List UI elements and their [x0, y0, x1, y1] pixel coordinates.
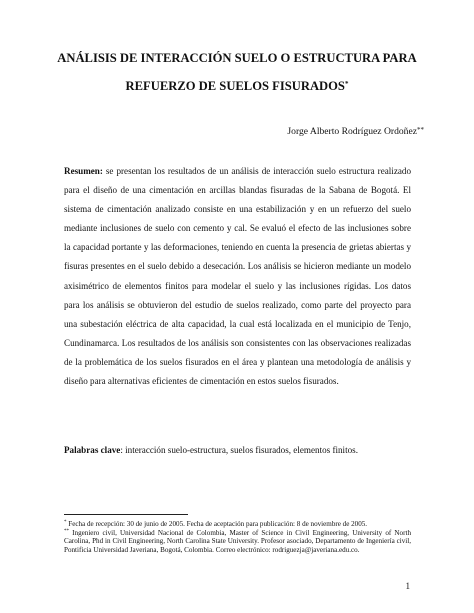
footnote-2-text: Ingeniero civil, Universidad Nacional de Colombia, Master of Science in Civil Engineering, University of North Carolina, Phd in Civil Engineering, North Carolina State University. Profesor asociado, Departamento de Ingeniería civil, Pontificia Universidad Javeriana, Bogotá, Colombia. Correo electrónico: rodriguezja@javeriana.edu.co. [64, 528, 411, 555]
abstract-paragraph [64, 162, 411, 391]
title-footnote-mark: * [344, 80, 349, 88]
footnote-2 [64, 529, 411, 555]
author-name [287, 126, 424, 138]
keywords-label: Palabras clave [64, 445, 121, 455]
keywords-paragraph [64, 444, 411, 456]
abstract-label: Resumen: [64, 166, 103, 176]
footnote-2-mark: ** [64, 528, 69, 534]
abstract-text: se presentan los resultados de un análisis de interacción suelo estructura realizado para el diseño de una cimentación en arcillas blandas fisuradas de la Sabana de Bogotá. El sistema de cimentación analizado consiste en una estabilización y en un refuerzo del suelo mediante inclusiones de suelo con cemento y cal. Se evaluó el efecto de las inclusiones sobre la capacidad portante y las deformaciones, teniendo en cuenta la presencia de grietas abiertas y fisuras presentes en el suelo debido a desecación. Los análisis se hicieron mediante un modelo axisimétrico de elementos finitos para modelar el suelo y las inclusiones rígidas. Los datos para los análisis se obtuvieron del estudio de suelos realizado, como parte del proyecto para una subestación eléctrica de alta capacidad, la cual está localizada en el municipio de Tenjo, Cundinamarca. Los resultados de los análisis son consistentes con las observaciones realizadas de la problemática de los suelos fisurados en el área y plantean una metodología de análisis y diseño para alternativas eficientes de cimentación en estos suelos fisurados. [64, 166, 411, 387]
author-footnote-mark: ** [417, 126, 424, 134]
footnote-1-text: Fecha de recepción: 30 de junio de 2005. Fecha de aceptación para publicación: 8 de noviembre de 2005. [66, 520, 368, 528]
keywords-text: : interacción suelo-estructura, suelos fisurados, elementos finitos. [120, 445, 358, 455]
title-line-2 [40, 79, 434, 94]
page-number: 1 [405, 581, 410, 591]
footnote-1 [64, 520, 411, 529]
title-line-2-text: REFUERZO DE SUELOS FISURADOS [125, 79, 345, 93]
footnotes [64, 520, 411, 555]
footnote-divider [64, 514, 188, 515]
title-line-1: ANÁLISIS DE INTERACCIÓN SUELO O ESTRUCTURA PARA [57, 51, 417, 65]
author-name-text: Jorge Alberto Rodríguez Ordoñez [287, 126, 417, 137]
footnote-1-mark: * [64, 520, 67, 525]
